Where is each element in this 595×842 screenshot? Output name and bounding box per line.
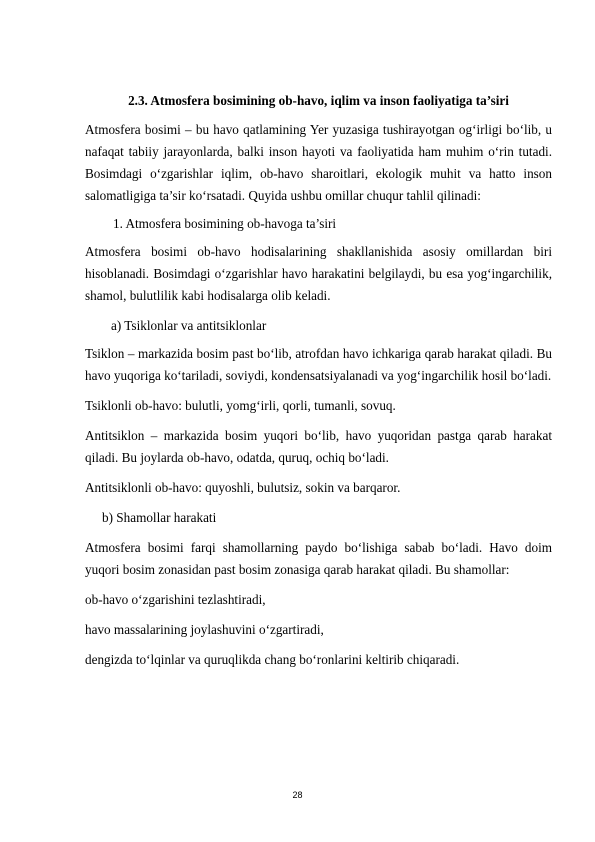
subsection-b-heading: b) Shamollar harakati [102,510,217,525]
list-item: havo massalarining joylashuvini o‘zgartiradi, [85,622,324,637]
anticyclone-weather-line: Antitsiklonli ob-havo: quyoshli, bulutsiz, sokin va barqaror. [85,480,401,495]
cyclone-weather-line: Tsiklonli ob-havo: bulutli, yomg‘irli, qorli, tumanli, sovuq. [85,398,396,413]
list-item: dengizda to‘lqinlar va quruqlikda chang bo‘ronlarini keltirib chiqaradi. [85,652,460,667]
section-title: 2.3. Atmosfera bosimining ob-havo, iqlim va inson faoliyatiga ta’siri [128,93,509,108]
subsection-a-paragraph: Tsiklon – markazida bosim past bo‘lib, atrofdan havo ichkariga qarab harakat qiladi. Bu havo yuqoriga ko‘tariladi, soviydi, kondensatsiyalanadi va yog‘ingarchilik hosil bo‘ladi. [85,346,552,383]
page-content [85,90,552,671]
page-number: 28 [292,790,303,800]
section1-heading: 1. Atmosfera bosimining ob-havoga ta’siri [113,216,337,231]
subsection-a-heading: a) Tsiklonlar va antitsiklonlar [111,318,267,333]
list-item: ob-havo o‘zgarishini tezlashtiradi, [85,592,266,607]
anticyclone-paragraph: Antitsiklon – markazida bosim yuqori bo‘lib, havo yuqoridan pastga qarab harakat qiladi. Bu joylarda ob-havo, odatda, quruq, ochiq bo‘ladi. [85,428,552,465]
subsection-b-paragraph: Atmosfera bosimi farqi shamollarning paydo bo‘lishiga sabab bo‘ladi. Havo doim yuqori bosim zonasidan past bosim zonasiga qarab harakat qiladi. Bu shamollar: [85,540,552,577]
intro-paragraph: Atmosfera bosimi – bu havo qatlamining Yer yuzasiga tushirayotgan og‘irligi bo‘lib, u nafaqat tabiiy jarayonlarda, balki inson hayoti va faoliyatida ham muhim o‘rin tutadi. Bosimdagi o‘zgarishlar iqlim, ob-havo sharoitlari, ekologik muhit va hatto inson salomatligiga ta’sir ko‘rsatadi. Quyida ushbu omillar chuqur tahlil qilinadi: [85,122,552,203]
section1-paragraph: Atmosfera bosimi ob-havo hodisalarining shakllanishida asosiy omillardan biri hisoblanadi. Bosimdagi o‘zgarishlar havo harakatini belgilaydi, bu esa yog‘ingarchilik, shamol, bulutlilik kabi hodisalarga olib keladi. [85,244,552,303]
